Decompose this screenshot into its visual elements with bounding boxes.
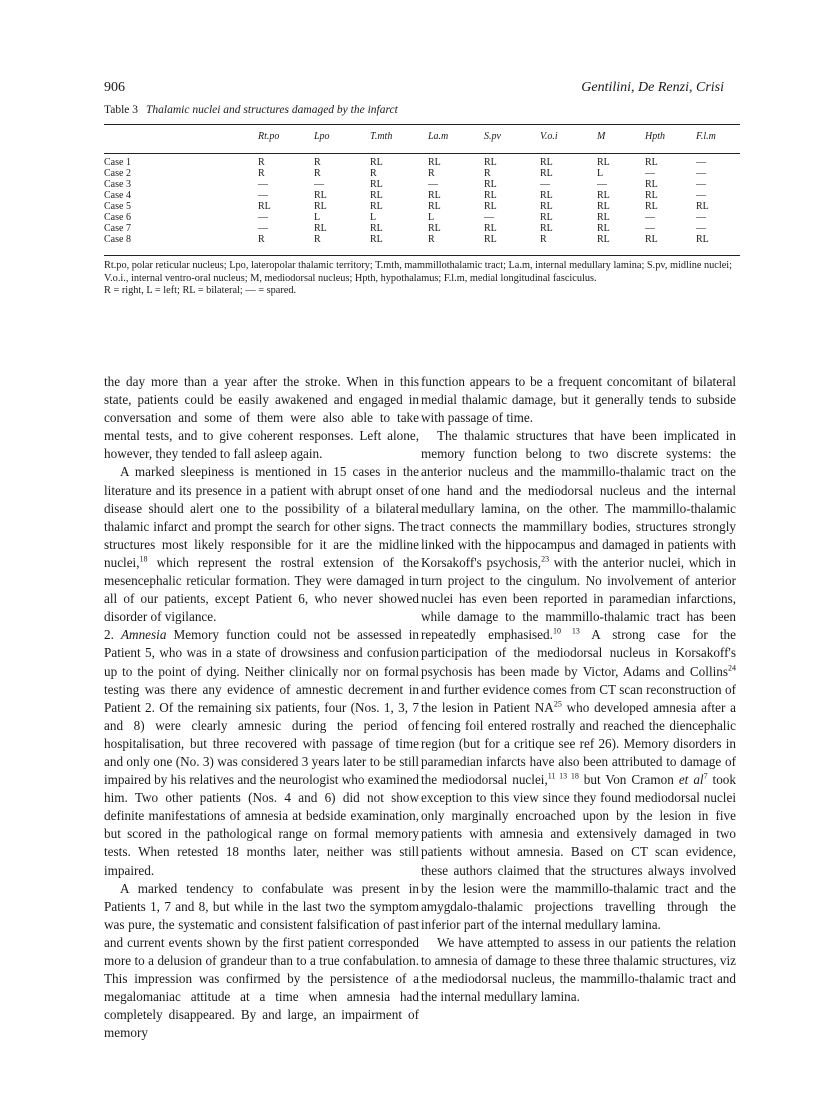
section-heading-amnesia: Amnesia xyxy=(121,627,167,643)
reference-superscript: 18 xyxy=(139,554,148,564)
paragraph xyxy=(104,463,419,626)
table-cell: RL xyxy=(540,190,553,201)
table-cell: RL xyxy=(597,157,610,168)
table-cell: — xyxy=(258,179,268,190)
thalamic-damage-table xyxy=(104,131,740,245)
case-label: Case 7 xyxy=(104,223,131,234)
paragraph xyxy=(104,626,419,879)
table-cell: — xyxy=(696,190,706,201)
table-cell: R xyxy=(428,168,435,179)
table-cell: RL xyxy=(428,157,441,168)
table-bottom-rule xyxy=(104,255,740,256)
paragraph: We have attempted to assess in our patients the relation to amnesia of damage to these three thalamic structures, viz the mediodorsal nucleus, the mammillo-thalamic tract and the internal medullary lamina. xyxy=(421,934,736,1005)
table-cell: RL xyxy=(370,201,383,212)
paragraph: function appears to be a frequent concomitant of bilateral medial thalamic damage, but it generally tends to subside with passage of time. xyxy=(421,374,736,426)
table-cell: RL xyxy=(696,201,709,212)
text-run: who developed amnesia after a fencing foil entered rostrally and reached the diencephalic region (but for a critique see ref 26). Memory disorders in paramedian infarcts have also been attributed to damage of the mediodorsal nuclei, xyxy=(421,699,737,788)
table-cell: — xyxy=(540,179,550,190)
case-label: Case 1 xyxy=(104,157,131,168)
table-cell: RL xyxy=(370,179,383,190)
table-cell: — xyxy=(428,179,438,190)
table-cell: RL xyxy=(540,212,553,223)
table-cell: — xyxy=(258,212,268,223)
text-run: and further evidence comes from CT scan reconstruction of the lesion in Patient NA xyxy=(421,681,736,715)
reference-superscript: 10 13 xyxy=(552,626,580,636)
column-header: T.mth xyxy=(370,131,393,142)
case-label: Case 4 xyxy=(104,190,131,201)
table-cell: RL xyxy=(645,157,658,168)
table-cell: RL xyxy=(484,223,497,234)
table-cell: L xyxy=(370,212,377,223)
running-head: Gentilini, De Renzi, Crisi xyxy=(581,80,724,95)
table-row xyxy=(104,223,740,234)
table-cell: RL xyxy=(314,190,327,201)
reference-superscript: 24 xyxy=(728,663,736,673)
paragraph: the day more than a year after the stroke. When in this state, patients could be easily awakened and engaged in conversation and some of them were also able to take mental tests, and to give coherent responses. Left alone, however, they tended to fall asleep again. xyxy=(104,374,419,462)
text-run: A strong case for the participation of the mediodorsal nucleus in Korsakoff's psychosis has been made by Victor, Adams and Collins xyxy=(421,627,737,679)
table-row xyxy=(104,168,740,179)
table-cell: R xyxy=(540,234,547,245)
column-header: Lpo xyxy=(314,131,330,142)
table-cell: R xyxy=(258,234,265,245)
table-cell: RL xyxy=(484,234,497,245)
table-cell: RL xyxy=(597,190,610,201)
reference-superscript: 11 13 18 xyxy=(547,771,579,781)
left-text-column xyxy=(104,373,419,1042)
table-cell: — xyxy=(696,223,706,234)
table-cell: RL xyxy=(540,223,553,234)
table-cell: — xyxy=(645,223,655,234)
column-header: M xyxy=(597,131,606,142)
table-cell: RL xyxy=(258,201,271,212)
table-row xyxy=(104,179,740,190)
case-label: Case 8 xyxy=(104,234,131,245)
table-abbreviation-note: Rt.po, polar reticular nucleus; Lpo, lateropolar thalamic territory; T.mth, mammillothalamic tract; La.m, internal medullary lamina; S.pv, midline nuclei; V.o.i., internal ventro-oral nucleus; M, mediodorsal nucleus; Hpth, hypothalamus; F.l.m, medial longitudinal fasciculus. xyxy=(104,260,733,284)
table-footnotes xyxy=(104,260,744,298)
table-cell: RL xyxy=(597,201,610,212)
table-cell: RL xyxy=(484,190,497,201)
table-cell: RL xyxy=(370,190,383,201)
text-run: took exception to this view since they found mediodorsal nuclei only marginally encroached upon by the lesion in five patients with amnesia and extensively damaged in two patients without amnesia. Based on CT scan evidence, these authors claimed that the structures always involved by the lesion were the mammillo-thalamic tract and the amygdalo-thalamic projections travelling through the inferior part of the internal medullary lamina. xyxy=(421,772,736,932)
reference-superscript: 25 xyxy=(553,699,562,709)
table-cell: RL xyxy=(428,201,441,212)
table-row xyxy=(104,190,740,201)
case-label: Case 2 xyxy=(104,168,131,179)
table-cell: RL xyxy=(428,190,441,201)
table-cell: R xyxy=(314,157,321,168)
table-cell: R xyxy=(258,157,265,168)
table-legend-note: R = right, L = left; RL = bilateral; — = spared. xyxy=(104,285,297,296)
table-row xyxy=(104,234,740,245)
table-cell: RL xyxy=(597,234,610,245)
table-cell: — xyxy=(314,179,324,190)
text-run: which represent the rostral extension of the mesencephalic reticular formation. They were damaged in all of our patients, except Patient 6, who never showed disorder of vigilance. xyxy=(104,554,419,625)
reference-superscript: 7 xyxy=(703,771,708,781)
table-cell: RL xyxy=(428,223,441,234)
table-row xyxy=(104,201,740,212)
table-caption xyxy=(104,104,398,116)
table-cell: RL xyxy=(314,223,327,234)
column-header: S.pv xyxy=(484,131,501,142)
table-cell: RL xyxy=(484,201,497,212)
text-run: The thalamic structures that have been implicated in memory function belong to two discrete systems: the anterior nucleus and the mammillo-thalamic tract on the one hand and the mediodorsal nucleus and the internal medullary lamina, on the other. The mammillo-thalamic tract connects the mammillary bodies, structures strongly linked with the hippocampus and damaged in patients with Korsakoff's psychosis, xyxy=(421,428,736,570)
table-row xyxy=(104,151,740,168)
table-cell: RL xyxy=(645,201,658,212)
table-caption-title: Thalamic nuclei and structures damaged by the infarct xyxy=(146,104,398,116)
text-run: with the anterior nuclei, which in turn project to the cingulum. No involvement of anterior nuclei has even been reported in paramedian infarctions, while damage to the mammillo-thalamic tract has been repeatedly emphasised. xyxy=(421,554,736,643)
table-cell: RL xyxy=(597,223,610,234)
table-caption-label: Table 3 xyxy=(104,104,139,116)
text-run: but Von Cramon xyxy=(578,772,679,788)
table-cell: RL xyxy=(484,179,497,190)
text-run: Memory function could not be assessed in Patient 5, who was in a state of drowsiness and confusion up to the point of dying. Neither clinically nor on formal testing was there any evidence of amnestic decrement in Patient 2. Of the remaining six patients, four (Nos. 1, 3, 7 and 8) were clearly amnesic during the period of hospitalisation, but three recovered with passage of time and only one (No. 3) was considered 3 years later to be still impaired by his relatives and the neurologist who examined him. Two other patients (Nos. 4 and 6) did not show definite manifestations of amnesia at bedside examination, but scored in the pathological range on formal memory tests. When retested 18 months later, neither was still impaired. xyxy=(104,627,420,878)
right-text-column xyxy=(421,373,736,1006)
table-cell: R xyxy=(258,168,265,179)
page-number: 906 xyxy=(104,80,125,95)
table-cell: RL xyxy=(314,201,327,212)
table-cell: RL xyxy=(645,234,658,245)
table-row xyxy=(104,212,740,223)
table-cell: — xyxy=(645,212,655,223)
table-cell: R xyxy=(428,234,435,245)
reference-superscript: 23 xyxy=(541,554,550,564)
table-cell: RL xyxy=(370,223,383,234)
case-label: Case 3 xyxy=(104,179,131,190)
table-cell: RL xyxy=(540,168,553,179)
text-run: A marked sleepiness is mentioned in 15 cases in the literature and its presence in a patient with abrupt onset of disease should alert one to the possibility of a bilateral thalamic infarct and prompt the search for other signs. The structures most likely responsible for it are the midline nuclei, xyxy=(104,464,419,570)
table-cell: — xyxy=(484,212,494,223)
table-cell: — xyxy=(696,157,706,168)
table-cell: — xyxy=(597,179,607,190)
table-cell: RL xyxy=(597,212,610,223)
table-cell: RL xyxy=(540,201,553,212)
section-number: 2. xyxy=(104,627,121,643)
text-run-italic: et al xyxy=(678,772,704,788)
table-cell: L xyxy=(428,212,435,223)
column-header: Hpth xyxy=(645,131,665,142)
table-header-row xyxy=(104,131,740,151)
table-cell: R xyxy=(314,168,321,179)
table-body xyxy=(104,151,740,245)
table-cell: — xyxy=(696,212,706,223)
column-header: Rt.po xyxy=(258,131,280,142)
table-cell: — xyxy=(258,223,268,234)
table-cell: R xyxy=(370,168,377,179)
column-header: La.m xyxy=(428,131,449,142)
table-header-case xyxy=(104,131,258,151)
case-label: Case 5 xyxy=(104,201,131,212)
table-cell: RL xyxy=(484,157,497,168)
table-cell: RL xyxy=(696,234,709,245)
table-cell: R xyxy=(484,168,491,179)
table-cell: — xyxy=(258,190,268,201)
column-header: V.o.i xyxy=(540,131,558,142)
table-cell: RL xyxy=(645,190,658,201)
case-label: Case 6 xyxy=(104,212,131,223)
paragraph xyxy=(421,427,736,934)
table-cell: RL xyxy=(540,157,553,168)
table-cell: RL xyxy=(370,157,383,168)
table-cell: R xyxy=(314,234,321,245)
table-cell: — xyxy=(696,179,706,190)
table-cell: RL xyxy=(370,234,383,245)
paragraph: A marked tendency to confabulate was present in Patients 1, 7 and 8, but while in the last two the symptom was pure, the systematic and consistent falsification of past and current events shown by the first patient corresponded more to a delusion of grandeur than to a true confabulation. This impression was confirmed by the persistence of a megalomaniac attitude at a time when amnesia had completely disappeared. By and large, an impairment of memory xyxy=(104,880,419,1041)
table-cell: L xyxy=(314,212,321,223)
column-header: F.l.m xyxy=(696,131,716,142)
table-cell: RL xyxy=(645,179,658,190)
table-cell: L xyxy=(597,168,604,179)
table-cell: — xyxy=(696,168,706,179)
table-top-rule xyxy=(104,124,740,125)
table-cell: — xyxy=(645,168,655,179)
